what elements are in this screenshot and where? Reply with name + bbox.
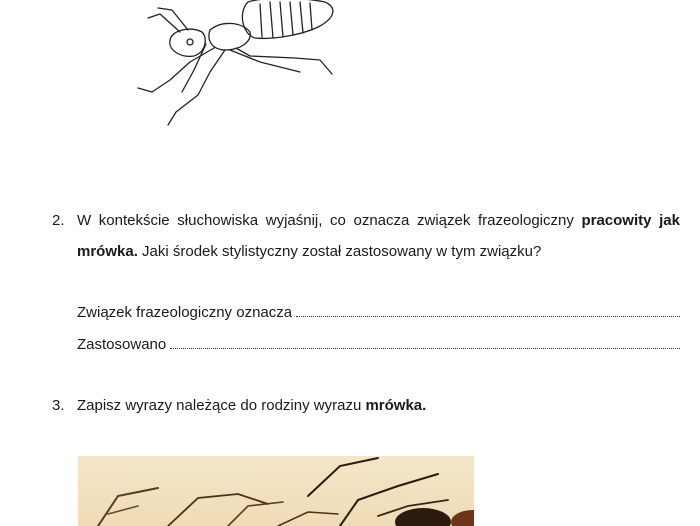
answer-line-2[interactable]: [77, 336, 680, 353]
question-2: [52, 212, 680, 260]
word: W: [77, 212, 92, 229]
bold-phrase: mrówka.: [365, 397, 427, 414]
bold-phrase: mrówka.: [77, 243, 138, 260]
ants-illustration: [78, 456, 474, 526]
word: związek: [416, 212, 471, 229]
ant-drawing: [110, 0, 340, 135]
word: słuchowiska: [177, 212, 259, 229]
dotted-answer-line[interactable]: [296, 304, 680, 317]
word: co: [330, 212, 346, 229]
question-3: [52, 397, 680, 414]
question-2-text: Jaki środek stylistyczny został zastosowany w tym związku?: [137, 243, 542, 260]
question-2-line-1: [77, 212, 680, 229]
word: oznacza: [353, 212, 410, 229]
bold-phrase: jak: [659, 212, 680, 229]
question-2-line-2: [77, 243, 680, 260]
word: frazeologiczny: [477, 212, 574, 229]
word: wyjaśnij,: [265, 212, 323, 229]
word: kontekście: [98, 212, 170, 229]
bold-phrase: pracowity: [581, 212, 652, 229]
answer-label-2: Zastosowano: [77, 336, 167, 353]
question-3-number: 3.: [52, 397, 65, 414]
answer-label-1: Związek frazeologiczny oznacza: [77, 304, 293, 321]
answer-line-1[interactable]: [77, 304, 680, 321]
dotted-answer-line[interactable]: [170, 336, 680, 349]
question-3-text: Zapisz wyrazy należące do rodziny wyrazu: [77, 397, 366, 414]
question-2-number: 2.: [52, 212, 65, 229]
